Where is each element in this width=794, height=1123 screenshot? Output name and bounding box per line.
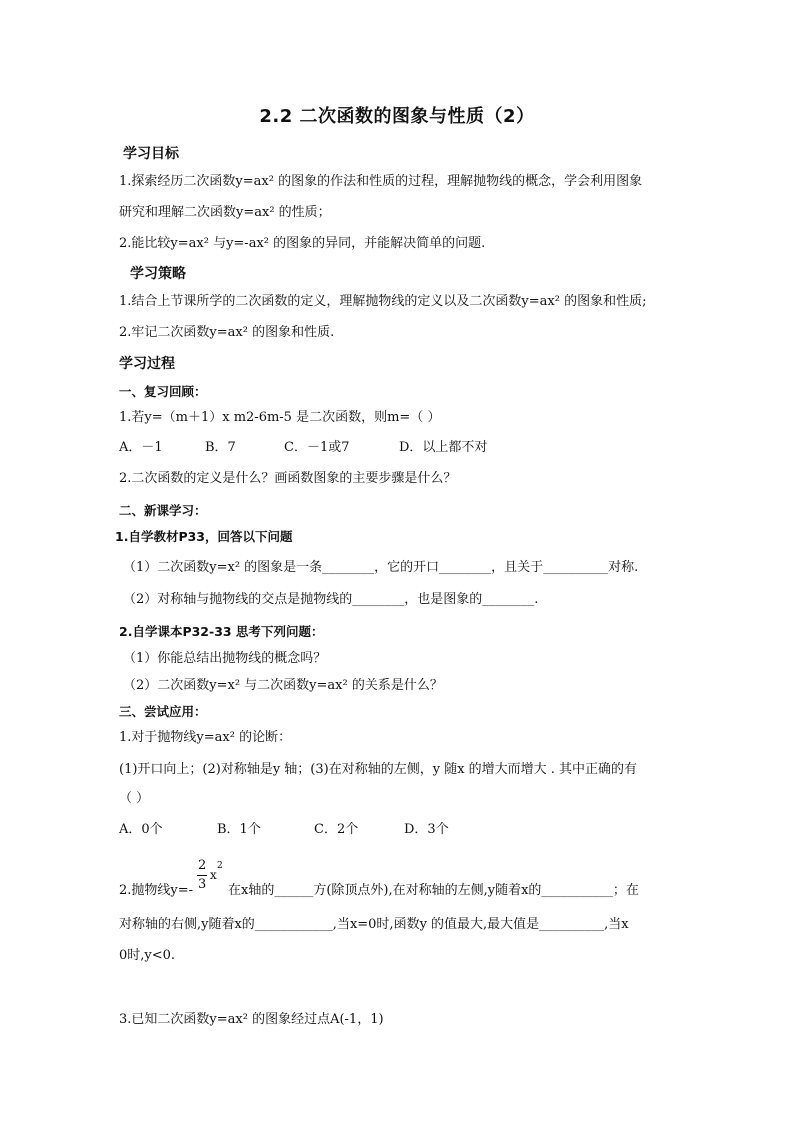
application-q1-option-d: D．3个 (404, 822, 449, 837)
page-title: 2.2 二次函数的图象与性质（2） (259, 106, 535, 127)
fraction-bar (197, 875, 207, 876)
review-q1-option-d: D．以上都不对 (399, 440, 488, 455)
new-lesson-part1-heading: 1.自学教材P33，回答以下问题 (115, 529, 293, 544)
application-q2-line-2: 对称轴的右侧,y随着x的____________,当x=0时,函数y 的值最大,最大值是__________,当x (119, 917, 629, 932)
fraction-numerator: 2 (198, 858, 207, 873)
application-heading: 三、尝试应用： (119, 704, 207, 719)
objective-line-1: 1.探索经历二次函数y=ax² 的图象的作法和性质的过程，理解抛物线的概念，学会利用图象 (119, 174, 643, 189)
objectives-heading: 学习目标 (123, 146, 179, 162)
review-q1-option-c: C．－1或7 (284, 440, 350, 455)
application-q2-prefix: 2.抛物线y=- (119, 883, 194, 898)
fraction-variable: x (210, 868, 217, 882)
new-lesson-heading: 二、新课学习： (119, 503, 207, 518)
new-lesson-part1-item-1: （1）二次函数y=x² 的图象是一条________，它的开口________，且关于__________对称. (123, 560, 639, 575)
application-q1-option-c: C．2个 (314, 822, 359, 837)
objective-line-2: 研究和理解二次函数y=ax² 的性质； (119, 205, 331, 220)
application-q1-option-a: A．0个 (119, 822, 163, 837)
new-lesson-part2-heading: 2.自学课本P32-33 思考下列问题： (119, 624, 324, 639)
new-lesson-part2-item-1: （1）你能总结出抛物线的概念吗？ (123, 651, 327, 666)
application-q1-intro: 1.对于抛物线y=ax² 的论断： (119, 730, 292, 745)
fraction-exponent: 2 (217, 861, 223, 871)
application-q1-bracket: （ ） (119, 791, 150, 806)
strategy-heading: 学习策略 (130, 266, 186, 282)
new-lesson-part1-item-2: （2）对称轴与抛物线的交点是抛物线的________，也是图象的________. (123, 592, 539, 607)
application-q2-line-3: 0时,y<0. (119, 948, 176, 963)
application-q1-option-b: B．1个 (217, 822, 261, 837)
application-q1-text: (1)开口向上；(2)对称轴是y 轴；(3)在对称轴的左侧，y 随x 的增大而增大 . 其中正确的有 (119, 762, 638, 777)
application-q3: 3.已知二次函数y=ax² 的图象经过点A(-1，1) (119, 1012, 384, 1027)
review-question-2: 2.二次函数的定义是什么？画函数图象的主要步骤是什么？ (119, 471, 457, 486)
new-lesson-part2-item-2: （2）二次函数y=x² 与二次函数y=ax² 的关系是什么？ (123, 678, 443, 693)
review-question-1: 1.若y=（m＋1）x m2-6m-5 是二次函数，则m=（ ） (119, 410, 441, 425)
review-q1-option-a: A．－1 (119, 440, 163, 455)
objective-line-3: 2.能比较y=ax² 与y=-ax² 的图象的异同，并能解决简单的问题. (119, 236, 486, 251)
strategy-line-2: 2.牢记二次函数y=ax² 的图象和性质. (119, 325, 335, 340)
fraction-denominator: 3 (198, 877, 207, 892)
review-q1-option-b: B．7 (205, 440, 236, 455)
process-heading: 学习过程 (119, 356, 175, 372)
application-q2-line-1: 在x轴的______方(除顶点外),在对称轴的左侧,y随着x的___________；在 (228, 883, 639, 898)
strategy-line-1: 1.结合上节课所学的二次函数的定义，理解抛物线的定义以及二次函数y=ax² 的图象和性质; (119, 294, 647, 309)
review-heading: 一、复习回顾： (119, 384, 207, 399)
